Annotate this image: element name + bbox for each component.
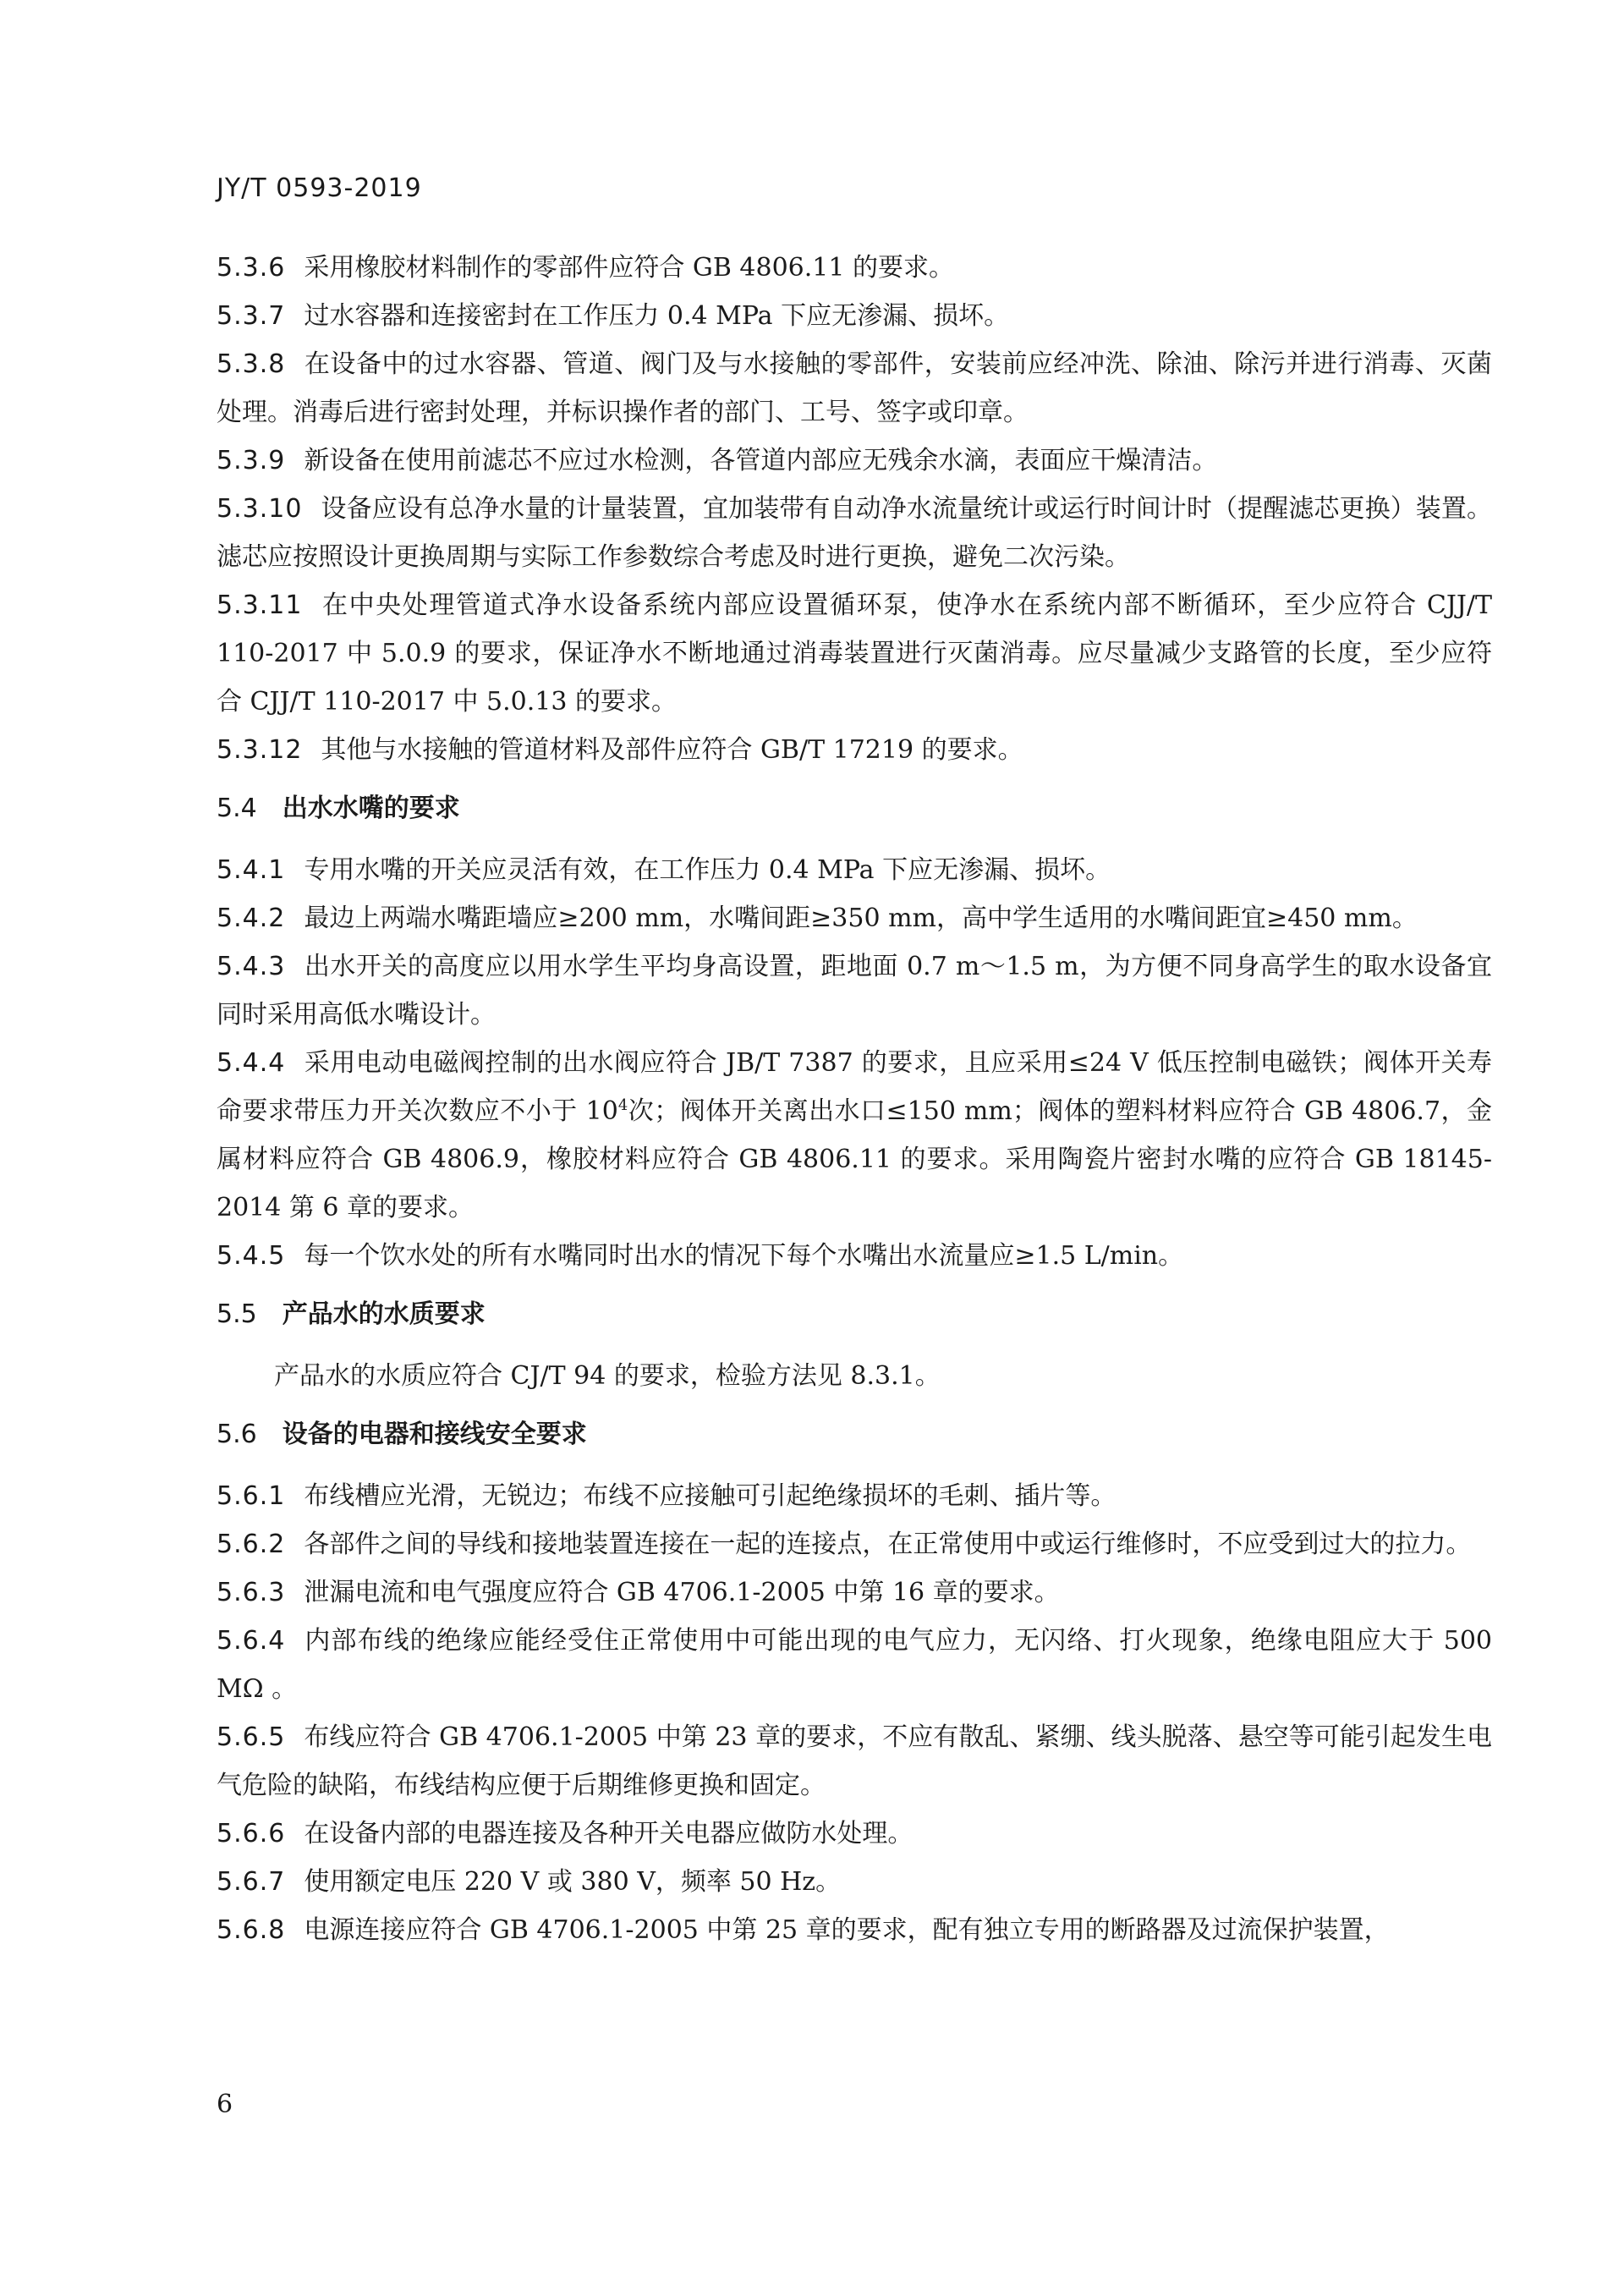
clause-number: 5.3.10 <box>217 494 303 524</box>
section-5-5-body: 产品水的水质应符合 CJ/T 94 的要求，检验方法见 8.3.1。 <box>274 1361 941 1391</box>
clause-text-after: 次；阀体开关离出水口≤150 mm；阀体的塑料材料应符合 GB 4806.7，金属材料应符合 GB 4806.9，橡胶材料应符合 GB 4806.11 的要求。采用陶瓷片密封水嘴的应符合 GB 18145-2014 第 6 章的要求。 <box>217 1096 1492 1222</box>
clause-number: 5.4.2 <box>217 904 286 933</box>
section-number: 5.5 <box>217 1299 257 1329</box>
clause-number: 5.3.8 <box>217 349 286 379</box>
clause-number: 5.3.12 <box>217 735 303 765</box>
clause-text: 采用橡胶材料制作的零部件应符合 GB 4806.11 的要求。 <box>304 253 955 283</box>
clause-5-3-11 <box>217 581 1492 726</box>
clause-5-4-3 <box>217 942 1492 1039</box>
clause-5-3-7 <box>217 292 1492 340</box>
clause-5-4-5 <box>217 1232 1492 1280</box>
clause-text: 泄漏电流和电气强度应符合 GB 4706.1-2005 中第 16 章的要求。 <box>304 1578 1060 1607</box>
clause-number: 5.6.1 <box>217 1481 286 1511</box>
clause-text: 在设备中的过水容器、管道、阀门及与水接触的零部件，安装前应经冲洗、除油、除污并进行消毒、灭菌处理。消毒后进行密封处理，并标识操作者的部门、工号、签字或印章。 <box>217 349 1492 427</box>
clause-text: 过水容器和连接密封在工作压力 0.4 MPa 下应无渗漏、损坏。 <box>304 301 1010 331</box>
clause-5-6-8 <box>217 1906 1492 1954</box>
clause-5-3-8 <box>217 340 1492 437</box>
clause-number: 5.6.6 <box>217 1819 286 1848</box>
clause-5-6-3 <box>217 1568 1492 1617</box>
section-number: 5.6 <box>217 1420 257 1449</box>
clause-number: 5.6.7 <box>217 1867 286 1897</box>
clause-number: 5.4.5 <box>217 1241 286 1271</box>
clause-5-3-9 <box>217 437 1492 485</box>
section-title: 出水水嘴的要求 <box>282 794 460 823</box>
clause-5-6-5 <box>217 1713 1492 1810</box>
clause-text: 在设备内部的电器连接及各种开关电器应做防水处理。 <box>304 1819 914 1848</box>
clause-text: 在中央处理管道式净水设备系统内部应设置循环泵，使净水在系统内部不断循环，至少应符合 CJJ/T 110-2017 中 5.0.9 的要求，保证净水不断地通过消毒装置进行灭菌消毒。应尽量减少支路管的长度，至少应符合 CJJ/T 110-2017 中 5.0.13 的要求。 <box>217 590 1492 717</box>
clause-number: 5.6.5 <box>217 1722 286 1752</box>
clause-number: 5.4.4 <box>217 1048 286 1078</box>
clause-5-6-4 <box>217 1617 1492 1713</box>
clause-number: 5.3.9 <box>217 446 286 475</box>
clause-text: 出水开关的高度应以用水学生平均身高设置，距地面 0.7 m～1.5 m，为方便不同身高学生的取水设备宜同时采用高低水嘴设计。 <box>217 952 1492 1030</box>
document-code-header: JY/T 0593-2019 <box>217 173 422 203</box>
clause-5-6-6 <box>217 1810 1492 1858</box>
clause-5-4-4 <box>217 1039 1492 1232</box>
clause-number: 5.6.8 <box>217 1915 286 1945</box>
clause-text: 使用额定电压 220 V 或 380 V，频率 50 Hz。 <box>304 1867 842 1897</box>
clause-text: 每一个饮水处的所有水嘴同时出水的情况下每个水嘴出水流量应≥1.5 L/min。 <box>304 1241 1184 1271</box>
clause-text: 新设备在使用前滤芯不应过水检测，各管道内部应无残余水滴，表面应干燥清洁。 <box>304 446 1218 475</box>
section-title: 产品水的水质要求 <box>282 1299 486 1329</box>
clause-text: 其他与水接触的管道材料及部件应符合 GB/T 17219 的要求。 <box>321 735 1023 765</box>
clause-text: 最边上两端水嘴距墙应≥200 mm，水嘴间距≥350 mm，高中学生适用的水嘴间距宜≥450 mm。 <box>304 904 1418 933</box>
clause-text-before: 采用电动电磁阀控制的出水阀应符合 JB/T 7387 的要求，且应采用≤24 V 低压控制电磁铁；阀体开关寿命要求带压力开关次数应不小于 10 <box>217 1048 1492 1126</box>
clause-number: 5.6.4 <box>217 1626 286 1656</box>
section-number: 5.4 <box>217 794 257 823</box>
clause-5-6-7 <box>217 1858 1492 1906</box>
clause-number: 5.3.7 <box>217 301 286 331</box>
clause-text: 电源连接应符合 GB 4706.1-2005 中第 25 章的要求，配有独立专用的断路器及过流保护装置， <box>304 1915 1390 1945</box>
section-heading-5-4 <box>217 784 1492 832</box>
clause-text: 各部件之间的导线和接地装置连接在一起的连接点，在正常使用中或运行维修时，不应受到过大的拉力。 <box>304 1530 1472 1559</box>
superscript-exponent: 4 <box>617 1096 628 1114</box>
clause-text: 布线槽应光滑，无锐边；布线不应接触可引起绝缘损坏的毛刺、插片等。 <box>304 1481 1116 1511</box>
clause-number: 5.4.3 <box>217 952 286 981</box>
clause-5-3-12 <box>217 726 1492 774</box>
clause-number: 5.3.6 <box>217 253 286 283</box>
section-title: 设备的电器和接线安全要求 <box>282 1420 587 1449</box>
document-body <box>217 244 1492 1954</box>
section-heading-5-6 <box>217 1410 1492 1458</box>
clause-5-3-6 <box>217 244 1492 292</box>
section-heading-5-5 <box>217 1290 1492 1338</box>
clause-number: 5.6.2 <box>217 1530 286 1559</box>
clause-text: 专用水嘴的开关应灵活有效，在工作压力 0.4 MPa 下应无渗漏、损坏。 <box>304 855 1111 885</box>
clause-text: 布线应符合 GB 4706.1-2005 中第 23 章的要求，不应有散乱、紧绷、线头脱落、悬空等可能引起发生电气危险的缺陷，布线结构应便于后期维修更换和固定。 <box>217 1722 1492 1800</box>
clause-5-4-2 <box>217 894 1492 942</box>
clause-5-6-2 <box>217 1520 1492 1568</box>
clause-number: 5.6.3 <box>217 1578 286 1607</box>
clause-5-3-10 <box>217 485 1492 581</box>
clause-number: 5.4.1 <box>217 855 286 885</box>
clause-text: 设备应设有总净水量的计量装置，宜加装带有自动净水流量统计或运行时间计时（提醒滤芯更换）装置。滤芯应按照设计更换周期与实际工作参数综合考虑及时进行更换，避免二次污染。 <box>217 494 1492 572</box>
clause-number: 5.3.11 <box>217 590 303 620</box>
clause-5-6-1 <box>217 1472 1492 1520</box>
clause-5-4-1 <box>217 846 1492 894</box>
page-number: 6 <box>217 2090 233 2119</box>
clause-text: 内部布线的绝缘应能经受住正常使用中可能出现的电气应力，无闪络、打火现象，绝缘电阻应大于 500 MΩ 。 <box>217 1626 1492 1704</box>
